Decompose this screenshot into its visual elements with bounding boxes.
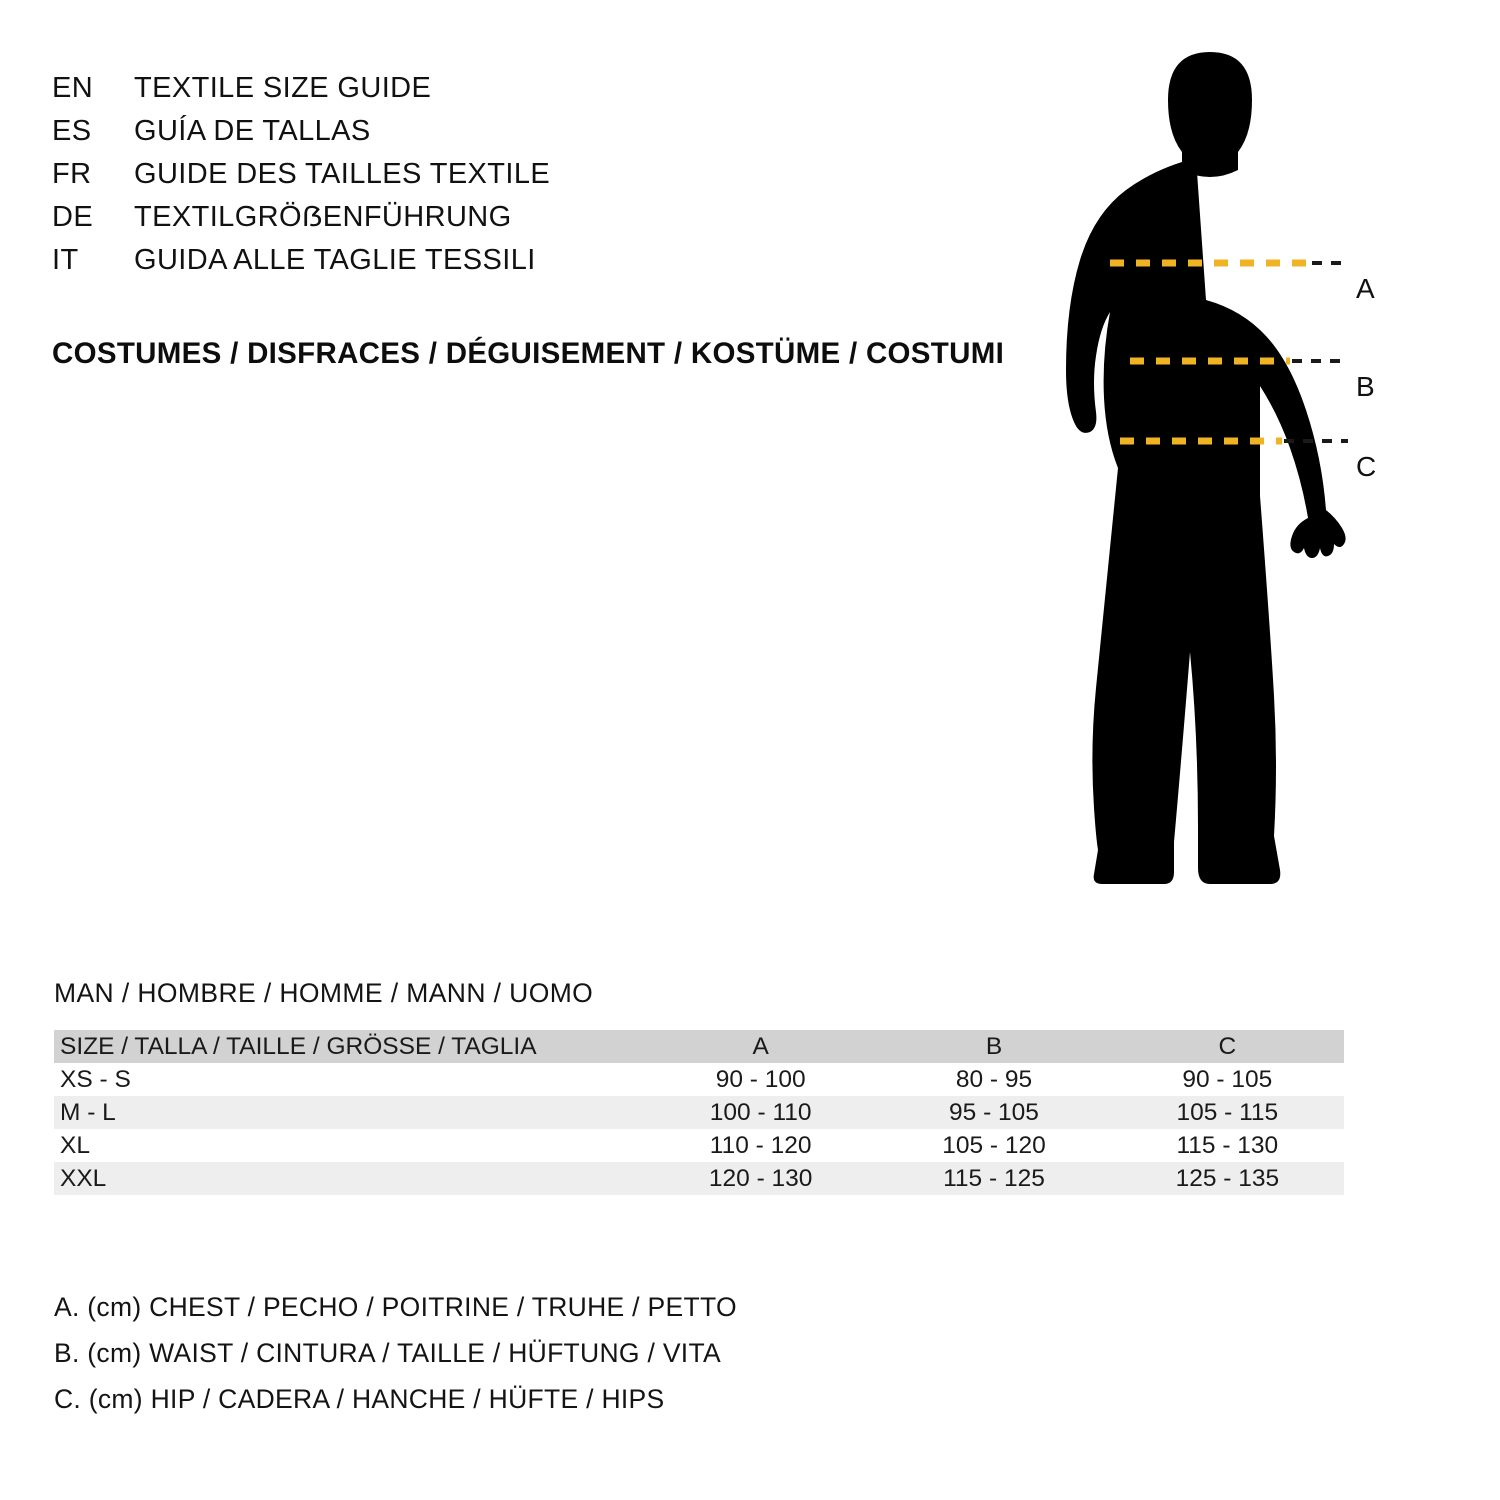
table-row <box>54 1162 1344 1195</box>
legend-row-b: B. (cm) WAIST / CINTURA / TAILLE / HÜFTUNG / VITA <box>54 1338 721 1368</box>
language-row-it <box>52 244 1012 287</box>
cell-size: XXL <box>60 1164 107 1192</box>
language-code-de: DE <box>52 201 94 233</box>
language-list <box>52 72 1012 287</box>
marker-label-b: B <box>1356 371 1376 402</box>
table-row <box>54 1063 1344 1096</box>
size-table <box>54 1030 1344 1195</box>
legend-row-c: C. (cm) HIP / CADERA / HANCHE / HÜFTE / HIPS <box>54 1384 665 1414</box>
cell-b: 115 - 125 <box>943 1164 1045 1192</box>
language-row-es <box>52 115 1012 158</box>
cell-b: 80 - 95 <box>955 1065 1033 1093</box>
cell-c: 115 - 130 <box>1176 1131 1279 1159</box>
language-text-en: TEXTILE SIZE GUIDE <box>134 72 432 104</box>
column-header-a: A <box>752 1032 769 1060</box>
legend-row-a: A. (cm) CHEST / PECHO / POITRINE / TRUHE / PETTO <box>54 1292 737 1322</box>
cell-c: 90 - 105 <box>1182 1065 1273 1093</box>
cell-a: 120 - 130 <box>708 1164 813 1192</box>
language-row-de <box>52 201 1012 244</box>
language-row-en <box>52 72 1012 115</box>
column-header-size: SIZE / TALLA / TAILLE / GRÖSSE / TAGLIA <box>60 1032 537 1060</box>
table-header-row <box>54 1030 1344 1063</box>
marker-label-a: A <box>1356 273 1376 304</box>
language-code-it: IT <box>52 244 79 276</box>
cell-b: 95 - 105 <box>949 1098 1039 1126</box>
cell-a: 110 - 120 <box>709 1131 812 1159</box>
marker-label-c: C <box>1356 451 1377 482</box>
table-row <box>54 1129 1344 1162</box>
language-row-fr <box>52 158 1012 201</box>
cell-a: 100 - 110 <box>709 1098 812 1126</box>
language-code-en: EN <box>52 72 94 104</box>
cell-c: 105 - 115 <box>1176 1098 1279 1126</box>
language-code-es: ES <box>52 115 92 147</box>
table-caption: MAN / HOMBRE / HOMME / MANN / UOMO <box>54 978 594 1008</box>
cell-size: XL <box>60 1131 90 1159</box>
male-body-silhouette-icon <box>1000 30 1450 940</box>
language-text-es: GUÍA DE TALLAS <box>134 115 371 147</box>
cell-c: 125 - 135 <box>1175 1164 1280 1192</box>
body-figure <box>1000 30 1450 940</box>
language-text-fr: GUIDE DES TAILLES TEXTILE <box>134 158 551 190</box>
table-row <box>54 1096 1344 1129</box>
language-text-de: TEXTILGRÖẞENFÜHRUNG <box>134 201 512 233</box>
cell-a: 90 - 100 <box>715 1065 806 1093</box>
column-header-b: B <box>985 1032 1003 1060</box>
cell-b: 105 - 120 <box>942 1131 1046 1159</box>
category-line: COSTUMES / DISFRACES / DÉGUISEMENT / KOSTÜME / COSTUMI <box>52 337 1005 370</box>
measurement-legend <box>54 1292 1054 1430</box>
language-text-it: GUIDA ALLE TAGLIE TESSILI <box>134 244 536 276</box>
cell-size: XS - S <box>60 1065 131 1093</box>
cell-size: M - L <box>60 1098 116 1126</box>
language-code-fr: FR <box>52 158 92 190</box>
column-header-c: C <box>1218 1032 1237 1060</box>
